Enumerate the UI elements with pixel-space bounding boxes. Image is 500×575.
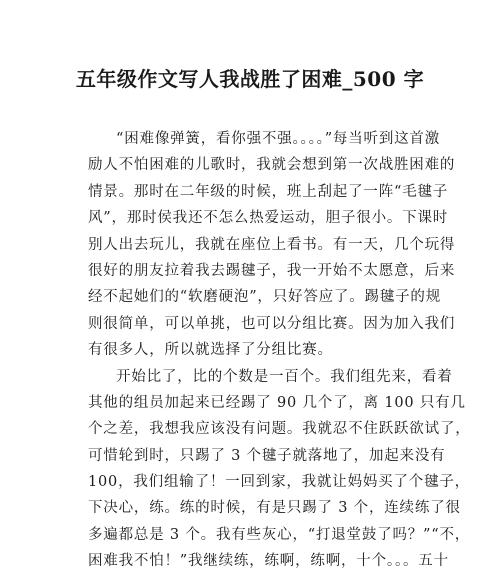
paragraph-1-line-2: 励人不怕困难的儿歌时，我就会想到第一次战胜困难的 bbox=[88, 157, 456, 174]
paragraph-2-line-5: 100，我们组输了！一回到家，我就让妈妈买了个毽子， bbox=[88, 474, 470, 491]
paragraph-2-line-3: 个之差，我想我应该没有问题。我就忍不住跃跃欲试了， bbox=[88, 421, 471, 438]
paragraph-1-line-1: “困难像弹簧，看你强不强。。。。”每当听到这首激 bbox=[116, 131, 441, 147]
paragraph-2-line-7: 多遍都总是 3 个。我有些灰心，“打退堂鼓了吗？”“不， bbox=[88, 526, 471, 543]
document-body bbox=[88, 126, 471, 575]
document-title: 五年级作文写人我战胜了困难_500 字 bbox=[75, 67, 425, 91]
paragraph-2-line-6: 下决心，练。练的时候，有是只踢了 3 个，连续练了很 bbox=[88, 500, 461, 517]
paragraph-1-line-8: 则很简单，可以单挑，也可以分组比赛。因为加入我们 bbox=[88, 315, 456, 332]
paragraph-2-line-8: 困难我不怕！”我继续练，练啊，练啊，十个。。。五十 bbox=[88, 553, 449, 570]
paragraph-1-line-5: 别人出去玩儿，我就在座位上看书。有一天，几个玩得 bbox=[88, 236, 456, 253]
paragraph-1-line-6: 很好的朋友拉着我去踢毽子，我一开始不太愿意，后来 bbox=[88, 262, 456, 279]
paragraph-1-line-4: 风”，那时侯我还不怎么热爱运动，胆子很小。下课时 bbox=[88, 210, 449, 227]
paragraph-1-line-9: 有很多人，所以就选择了分组比赛。 bbox=[88, 342, 333, 359]
paragraph-1-line-7: 经不起她们的“软磨硬泡”，只好答应了。踢毽子的规 bbox=[88, 289, 442, 306]
paragraph-1-line-3: 情景。那时在二年级的时候，班上刮起了一阵“毛毽子 bbox=[88, 183, 449, 200]
paragraph-2-line-1: 开始比了，比的个数是一百个。我们组先来，看着 bbox=[116, 368, 453, 385]
paragraph-2-line-4: 可惜轮到时，只踢了 3 个毽子就落地了，加起来没有 bbox=[88, 447, 446, 464]
paragraph-2-line-2: 其他的组员加起来已经踢了 90 几个了，离 100 只有几 bbox=[88, 394, 466, 411]
